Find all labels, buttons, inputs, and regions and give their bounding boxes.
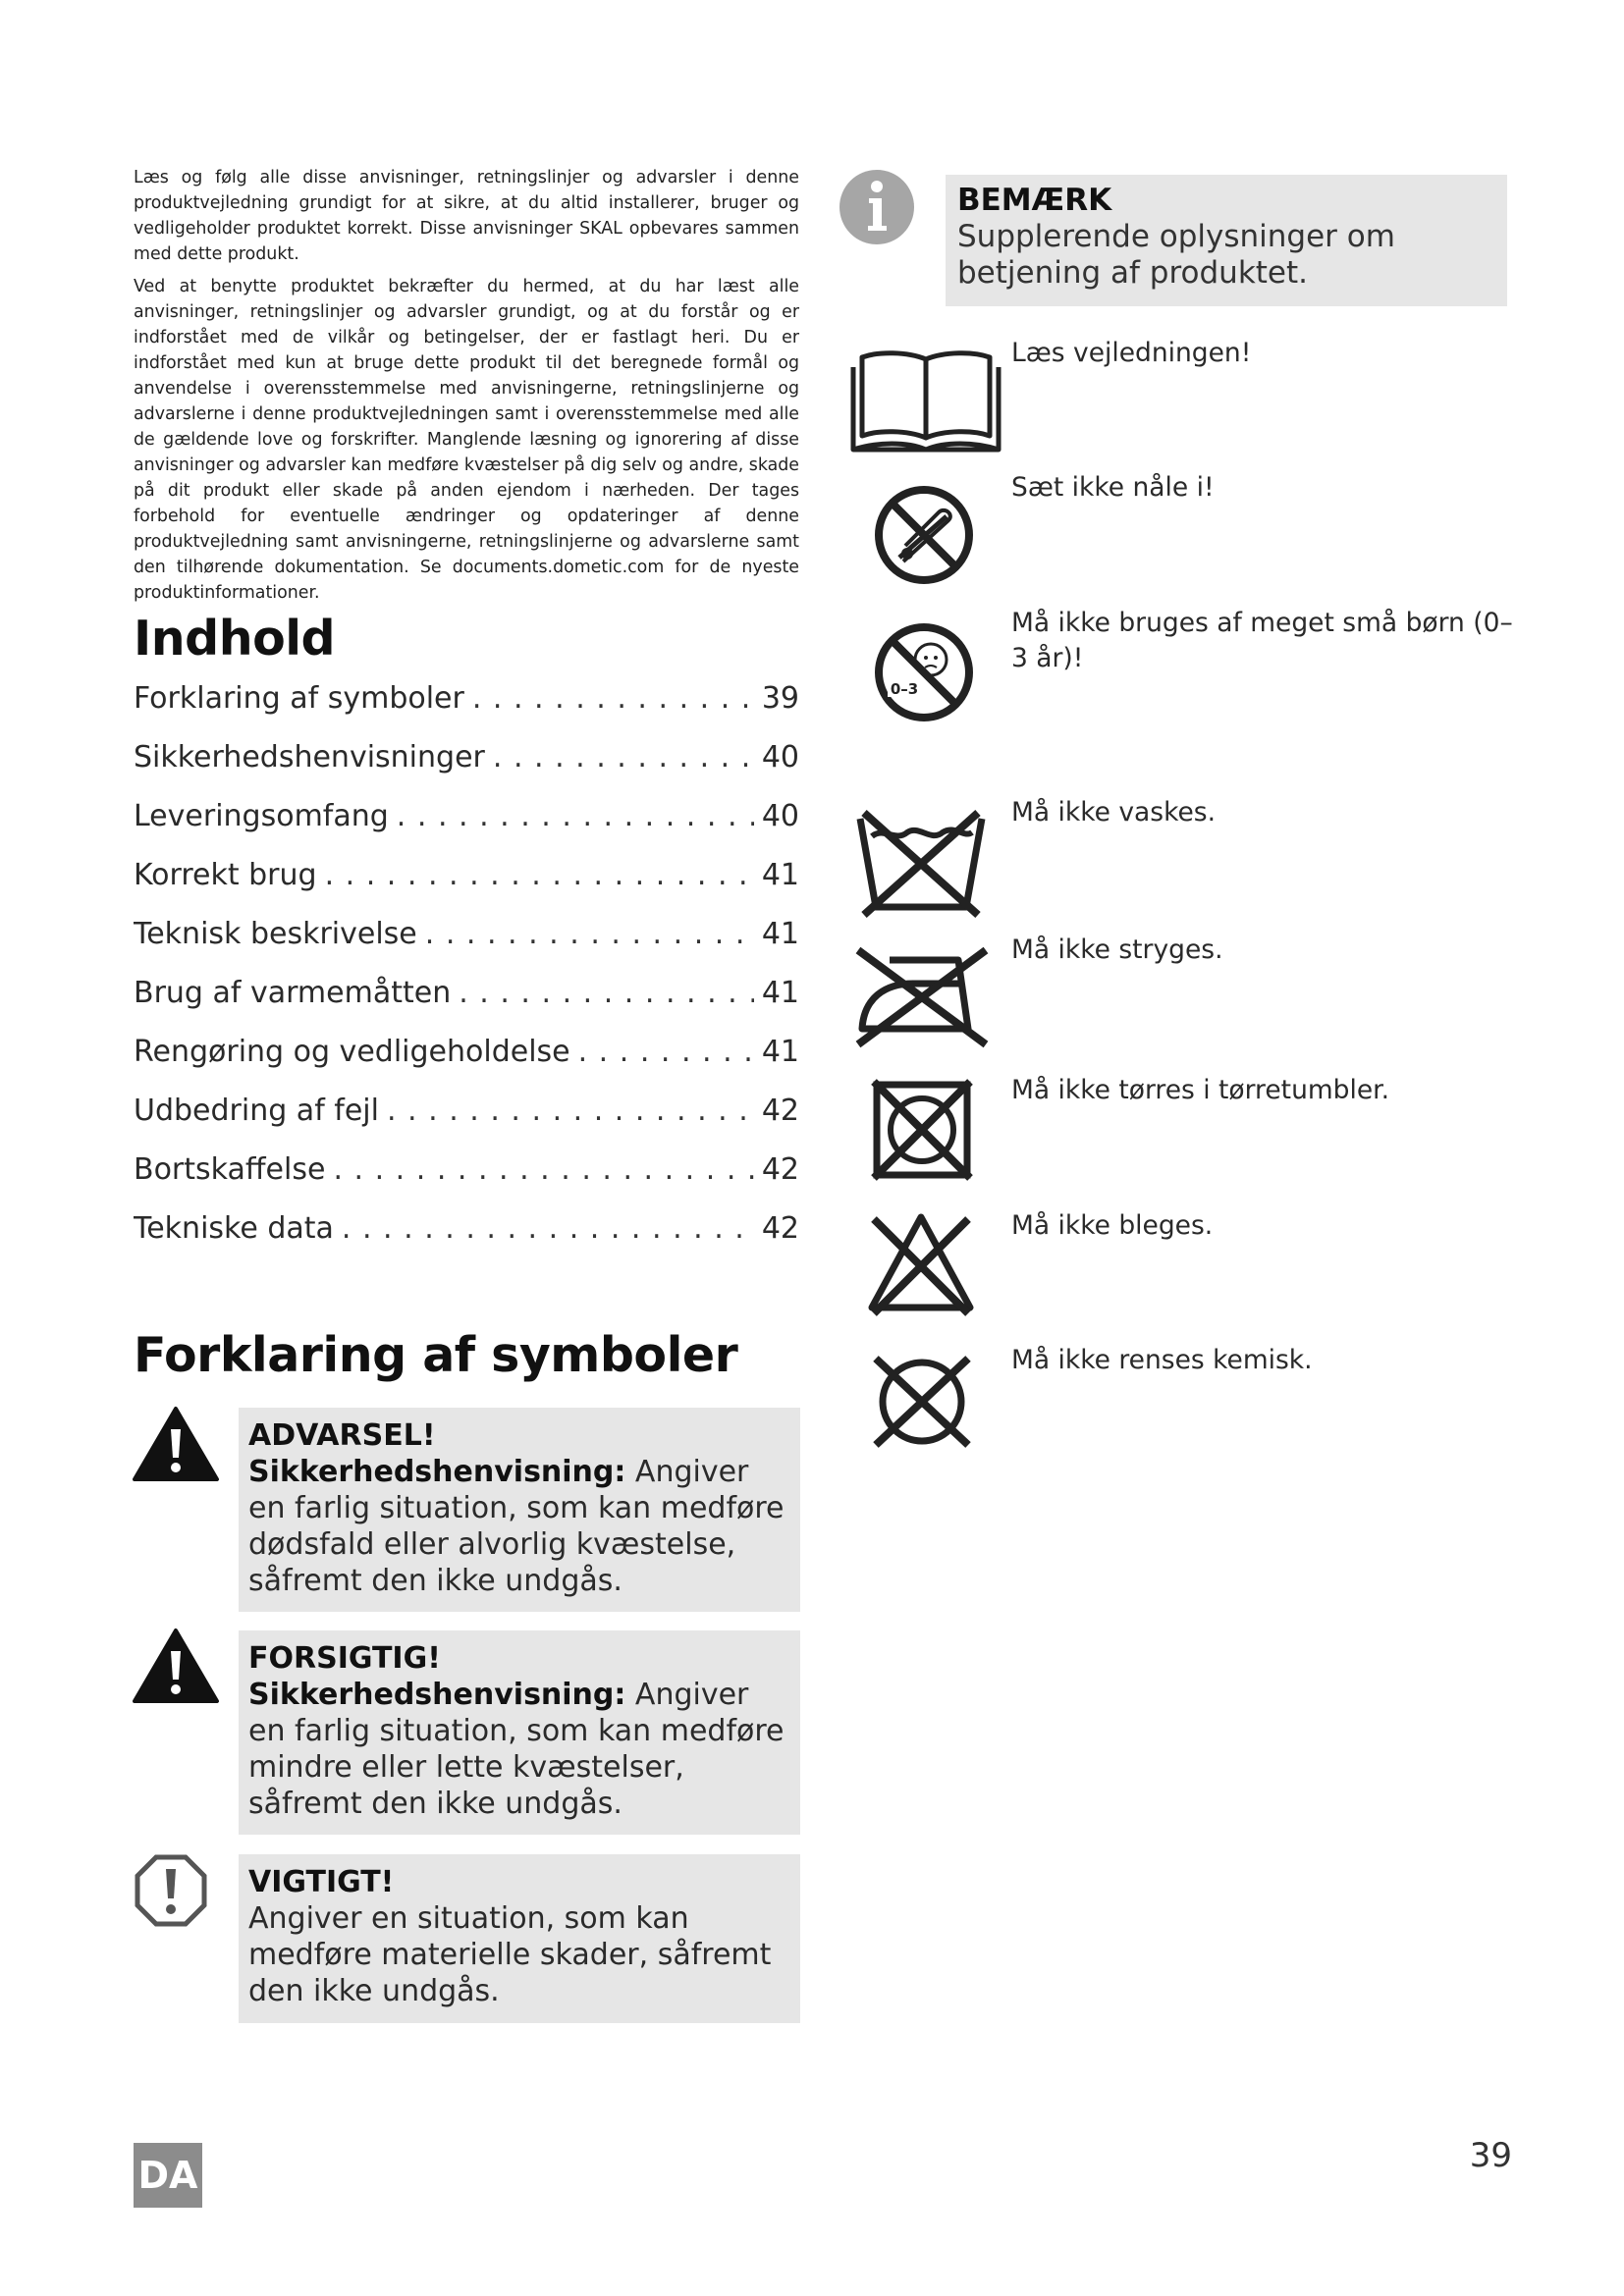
toc-heading: Indhold — [134, 611, 336, 667]
notice-box — [239, 1854, 800, 2023]
toc-entry-title: Tekniske data — [134, 1211, 334, 1246]
caution-label: Sikkerhedshenvisning: — [248, 1678, 626, 1712]
toc-entry-page: 41 — [761, 1035, 799, 1069]
caution-box — [239, 1630, 800, 1835]
intro-paragraph-2: Ved at benytte produktet bekræfter du hermed, at du har læst alle anvisninger, retningslinjer og advarsler grundigt, og at du forstår og er indforstået med de vilkår og betingelser, der er fastlagt heri. Du er indforstået med kun at bruge dette produkt til det beregnede formål og anvendelse i overensstemmelse med anvisningerne, retningslinjerne og advarslerne i denne produktvejledningen samt i overensstemmelse med alle de gældende love og forskrifter. Manglende læsning og ignorering af disse anvisninger og advarsler kan medføre kvæstelser på dig selv og andre, skade på dit produkt eller skade på anden ejendom i nærheden. Der tages forbehold for eventuelle ændringer og opdateringer af denne produktvejledning samt anvisningerne, retningslinjerne og advarslerne samt den tilhørende dokumentation. Se documents.dometic.com for de nyeste produktinformationer. — [134, 277, 799, 603]
warning-triangle-icon — [132, 1406, 220, 1482]
symbol-text: Må ikke tørres i tørretumbler. — [1011, 1075, 1390, 1105]
no-bleach-icon — [866, 1211, 976, 1317]
no-pins-icon — [870, 481, 978, 589]
no-small-children-icon — [870, 618, 978, 726]
toc-entry[interactable] — [134, 917, 799, 976]
toc-entry-page: 42 — [761, 1152, 799, 1187]
caution-title: FORSIGTIG! — [248, 1641, 441, 1676]
notice-title: VIGTIGT! — [248, 1865, 395, 1899]
symbol-text: Må ikke vaskes. — [1011, 797, 1217, 828]
symbols-heading: Forklaring af symboler — [134, 1327, 738, 1383]
caution-triangle-icon — [132, 1628, 220, 1704]
toc-entry-title: Forklaring af symboler — [134, 681, 464, 716]
warning-title: ADVARSEL! — [248, 1418, 436, 1453]
note-text: Supplerende oplysninger om betjening af produktet. — [957, 219, 1395, 291]
notice-octagon-icon — [134, 1853, 208, 1928]
symbol-text: Læs vejledningen! — [1011, 338, 1252, 368]
toc-entry[interactable] — [134, 1035, 799, 1094]
caution-text: Angiver en farlig situation, som kan medføre mindre eller lette kvæstelser, såfremt den ikke undgås. — [248, 1678, 785, 1821]
book-icon — [848, 346, 1003, 455]
toc-entry-page: 42 — [761, 1211, 799, 1246]
intro-text — [134, 165, 799, 613]
svg-text:0–3: 0–3 — [890, 680, 919, 698]
toc-entry-title: Sikkerhedshenvisninger — [134, 740, 485, 774]
info-icon — [839, 169, 915, 245]
toc-entry-title: Bortskaffelse — [134, 1152, 326, 1187]
toc-entry[interactable] — [134, 858, 799, 917]
toc-entry[interactable] — [134, 740, 799, 799]
toc-entry-title: Leveringsomfang — [134, 799, 389, 833]
symbol-text: Sæt ikke nåle i! — [1011, 472, 1215, 503]
toc-entry[interactable] — [134, 1152, 799, 1211]
note-title: BEMÆRK — [957, 183, 1112, 218]
toc-entry[interactable] — [134, 799, 799, 858]
toc-entry-page: 41 — [761, 976, 799, 1010]
no-ironing-icon — [850, 938, 994, 1056]
toc-entry-page: 42 — [761, 1094, 799, 1128]
toc-entry-page: 41 — [761, 917, 799, 951]
language-badge: DA — [134, 2143, 202, 2208]
toc-entry-title: Udbedring af fejl — [134, 1094, 379, 1128]
toc-entry-page: 40 — [761, 740, 799, 774]
toc-entry-title: Korrekt brug — [134, 858, 317, 892]
toc-entry[interactable] — [134, 1211, 799, 1270]
table-of-contents — [134, 681, 799, 1270]
no-dry-clean-icon — [868, 1353, 976, 1451]
note-box — [946, 175, 1507, 306]
symbol-text: Må ikke bleges. — [1011, 1210, 1214, 1241]
symbol-text: Må ikke bruges af meget små børn (0–3 år)! — [1011, 608, 1513, 673]
warning-label: Sikkerhedshenvisning: — [248, 1455, 626, 1489]
intro-paragraph-1: Læs og følg alle disse anvisninger, retningslinjer og advarsler i denne produktvejledning grundigt for at sikre, at du altid installerer, bruger og vedligeholder produktet korrekt. Disse anvisninger SKAL opbevares sammen med dette produkt. — [134, 168, 799, 264]
symbol-text: Må ikke stryges. — [1011, 934, 1223, 965]
no-washing-icon — [852, 805, 990, 919]
warning-text: Angiver en farlig situation, som kan medføre dødsfald eller alvorlig kvæstelse, såfremt den ikke undgås. — [248, 1455, 785, 1598]
toc-entry-page: 40 — [761, 799, 799, 833]
toc-entry[interactable] — [134, 1094, 799, 1152]
page-number: 39 — [1469, 2136, 1512, 2175]
toc-entry-title: Rengøring og vedligeholdelse — [134, 1035, 570, 1069]
toc-entry-page: 41 — [761, 858, 799, 892]
toc-entry-title: Teknisk beskrivelse — [134, 917, 417, 951]
toc-entry-title: Brug af varmemåtten — [134, 976, 452, 1010]
toc-entry[interactable] — [134, 681, 799, 740]
notice-text: Angiver en situation, som kan medføre materielle skader, såfremt den ikke undgås. — [248, 1901, 772, 2008]
no-tumble-dry-icon — [870, 1078, 974, 1182]
toc-entry[interactable] — [134, 976, 799, 1035]
symbol-text: Må ikke renses kemisk. — [1011, 1345, 1313, 1375]
toc-entry-page: 39 — [761, 681, 799, 716]
warning-box — [239, 1408, 800, 1612]
